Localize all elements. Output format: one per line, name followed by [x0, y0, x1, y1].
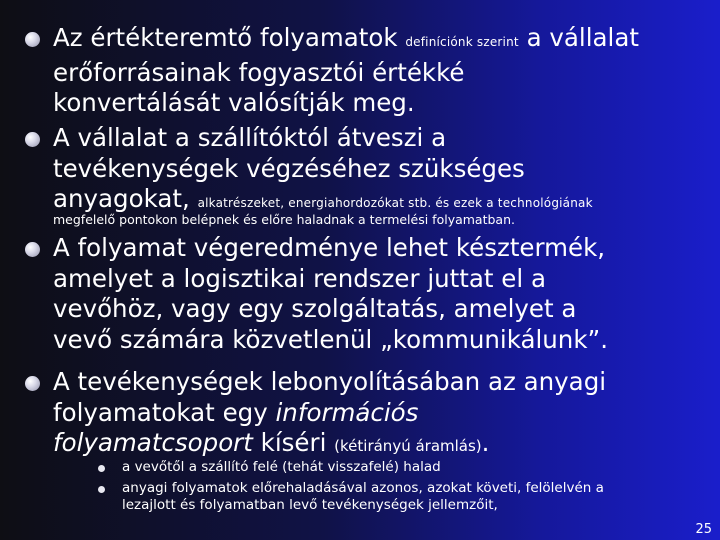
bullet-4-line-3-end: . — [481, 428, 490, 457]
bullet-3-line-1: A folyamat végeredménye lehet késztermék, — [53, 233, 606, 262]
bullet-dot — [25, 132, 40, 147]
sub-bullet-dot — [98, 465, 105, 472]
bullet-text-2 — [53, 123, 593, 219]
sub-bullet-dot — [98, 486, 105, 493]
bullet-dot — [25, 376, 40, 391]
sub-bullet-2-line-2: lezajlott és folyamatban levő tevékenységek jellemzőit, — [122, 497, 498, 513]
bullet-3-line-3: vevőhöz, vagy egy szolgáltatás, amelyet a — [53, 294, 577, 323]
bullet-1-line-3: konvertálását valósítják meg. — [53, 88, 415, 117]
bullet-1-line-2: erőforrásainak fogyasztói értékké — [53, 57, 465, 87]
sub-bullet-2-line-1: anyagi folyamatok előrehaladásával azonos, azokat követi, felölelvén a — [122, 480, 604, 496]
bullet-dot — [25, 32, 40, 47]
bullet-text-4 — [53, 367, 606, 462]
bullet-1-part-end: a vállalat — [518, 23, 639, 52]
bullet-2-small-note: alkatrészeket, energiahordozókat stb. és ezek a technológiának — [197, 196, 593, 210]
bullet-4-line-1: A tevékenységek lebonyolításában az anyagi — [53, 367, 607, 396]
bullet-text-3 — [53, 233, 608, 355]
bullet-3-line-4: vevő számára közvetlenül „kommunikálunk”. — [53, 324, 609, 354]
bullet-4-italic-2: folyamatcsoport — [53, 428, 253, 457]
bullet-2-line-2: tevékenységek végzéséhez szükséges — [53, 153, 525, 183]
bullet-4-italic-1: információs — [275, 397, 419, 427]
bullet-1-small-note: definíciónk szerint — [405, 35, 519, 49]
bullet-4-small-note: (kétirányú áramlás) — [334, 437, 482, 455]
bullet-text-1 — [53, 23, 639, 119]
bullet-dot — [25, 242, 40, 257]
sub-bullet-1-line-1: a vevőtől a szállító felé (tehát visszafelé) halad — [122, 459, 441, 475]
bullet-4-line-3: kíséri — [252, 428, 335, 457]
page-number: 25 — [695, 522, 712, 537]
bullet-2-note: megfelelő pontokon belépnek és előre haladnak a termelési folyamatban. — [53, 212, 515, 227]
bullet-2-line-3: anyagokat, — [53, 184, 190, 213]
bullet-3-line-2: amelyet a logisztikai rendszer juttat el a — [53, 263, 546, 293]
sub-bullet-text-1 — [122, 459, 441, 476]
bullet-2-line-1: A vállalat a szállítóktól átveszi a — [53, 123, 447, 152]
bullet-1-part-1: Az értékteremtő folyamatok — [53, 23, 406, 52]
sub-bullet-text-2 — [122, 480, 604, 514]
bullet-4-line-2: folyamatokat egy — [53, 397, 276, 427]
